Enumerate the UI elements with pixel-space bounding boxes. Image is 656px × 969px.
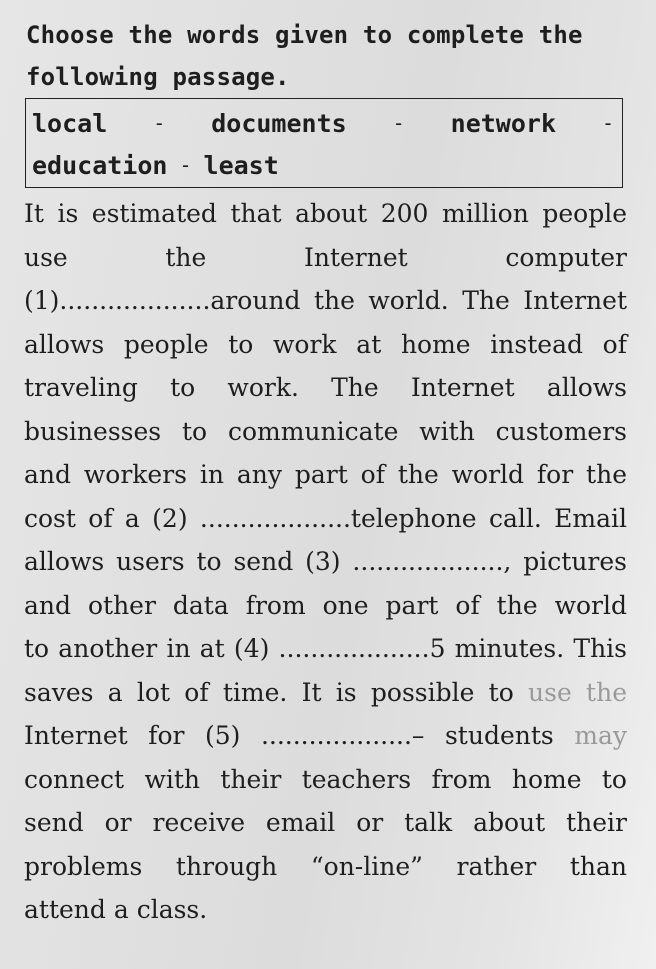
passage-text: pictures: [523, 547, 627, 576]
passage-text: around the world. The Internet: [210, 286, 627, 315]
passage-line: [24, 627, 627, 671]
passage-line: and other data from one part of the world: [24, 590, 627, 620]
passage-line: attend a class.: [24, 895, 208, 924]
blank-3[interactable]: allows users to send (3) ...................,: [24, 547, 512, 576]
instruction-line-1: Choose the words given to complete the: [26, 21, 583, 49]
passage-text: 5 minutes. This: [429, 634, 628, 663]
word-bank-box: [25, 98, 623, 188]
passage-text: telephone call. Email: [350, 503, 627, 533]
word-bank-separator: -: [601, 111, 614, 135]
passage-line: and workers in any part of the world for the: [24, 460, 627, 489]
blank-5[interactable]: Internet for (5) ...................–: [24, 721, 425, 750]
passage-word: students: [444, 721, 554, 750]
passage-line: allows people to work at home instead of: [24, 329, 627, 359]
instruction-text: [26, 14, 626, 98]
passage-line: [24, 236, 627, 280]
word-bank-item: network: [450, 108, 556, 138]
passage-word: the: [165, 242, 207, 272]
word-bank-item: documents: [211, 108, 347, 138]
passage-line: [24, 714, 627, 758]
passage-word: use: [24, 242, 68, 272]
passage-line: It is estimated that about 200 million people: [24, 199, 627, 228]
passage-line: [24, 279, 627, 323]
passage-line: connect with their teachers from home to: [24, 764, 627, 794]
passage-line: traveling to work. The Internet allows: [24, 373, 627, 402]
word-bank-separator: -: [392, 111, 405, 135]
passage-line: [24, 497, 627, 541]
word-bank-separator: -: [153, 111, 166, 135]
word-bank-item: local: [32, 108, 108, 138]
passage-line: businesses to communicate with customers: [24, 416, 627, 446]
blank-2[interactable]: cost of a (2) ...................: [24, 503, 351, 533]
passage-line: problems through “on-line” rather than: [24, 851, 627, 881]
passage-word-faded: may: [574, 721, 627, 750]
instruction-line-2: following passage.: [26, 63, 290, 91]
word-bank-item: education: [32, 150, 168, 180]
blank-4[interactable]: to another in at (4) ...................: [24, 634, 430, 663]
reading-passage: [24, 192, 627, 932]
passage-word: Internet: [303, 242, 408, 272]
word-bank-row-2: [32, 147, 614, 183]
passage-line: send or receive email or talk about their: [24, 808, 627, 837]
word-bank-row-1: [32, 105, 614, 141]
word-bank-separator: -: [179, 153, 192, 177]
passage-text: saves a lot of time. It is possible to: [24, 677, 529, 707]
passage-text-faded: use the: [528, 677, 627, 707]
passage-word: computer: [505, 242, 627, 272]
word-bank-item: least: [203, 150, 279, 180]
passage-line: [24, 671, 627, 715]
blank-1[interactable]: (1)...................: [24, 286, 211, 315]
passage-line: [24, 540, 627, 584]
